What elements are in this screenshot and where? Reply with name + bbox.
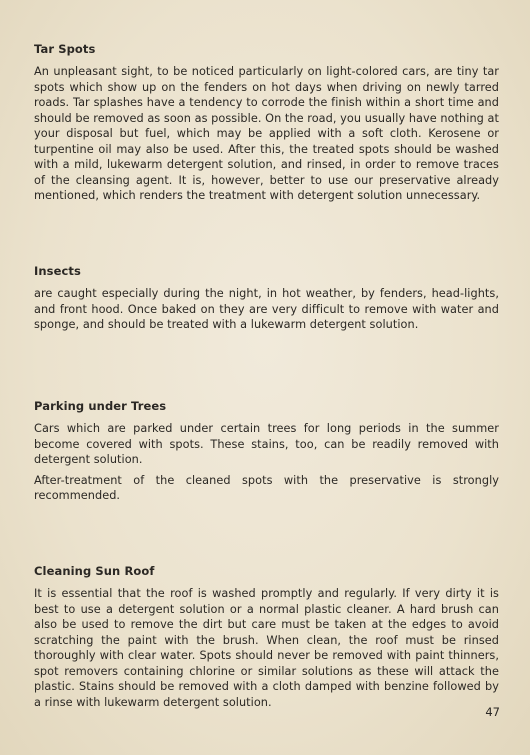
section-cleaning-sun-roof (34, 564, 499, 710)
section-paragraph: Cars which are parked under certain trees for long periods in the summer become covered with spots. These stains, too, can be readily removed with detergent solution. (34, 422, 499, 466)
section-paragraph: An unpleasant sight, to be noticed particularly on light-colored cars, are tiny tar spots which show up on the fenders on hot days when driving on newly tarred roads. Tar splashes have a tendency to corrode the finish within a short time and should be removed as soon as possible. On the road, you usually have nothing at your disposal but fuel, which may be applied with a soft cloth. Kerosene or turpentine oil may also be used. After this, the treated spots should be washed with a mild, lukewarm detergent solution, and rinsed, in order to remove traces of the cleansing agent. It is, however, better to use our preservative already mentioned, which renders the treatment with detergent solution unnecessary. (34, 65, 499, 202)
section-paragraph: After-treatment of the cleaned spots with the preservative is strongly recommended. (34, 473, 499, 502)
section-heading: Insects (34, 264, 81, 278)
section-heading: Parking under Trees (34, 399, 167, 413)
section-tar-spots (34, 42, 499, 204)
section-paragraph: It is essential that the roof is washed promptly and regularly. If very dirty it is best to use a detergent solution or a normal plastic cleaner. A hard brush can also be used to remove the dirt but care must be taken at the edges to avoid scratching the paint with the brush. When clean, the roof must be rinsed thoroughly with clear water. Spots should never be removed with paint thinners, spot removers containing chlorine or similar solutions as these will attack the plastic. Stains should be removed with a cloth damped with benzine followed by a rinse with lukewarm detergent solution. (34, 587, 499, 709)
section-heading: Cleaning Sun Roof (34, 564, 155, 578)
section-insects (34, 264, 499, 333)
page-number: 47 (485, 705, 500, 719)
section-parking-under-trees (34, 399, 499, 504)
section-heading: Tar Spots (34, 42, 96, 56)
section-paragraph: are caught especially during the night, in hot weather, by fenders, head-lights, and front hood. Once baked on they are very difficult to remove with water and sponge, and should be treated with a lukewarm detergent solution. (34, 287, 499, 331)
